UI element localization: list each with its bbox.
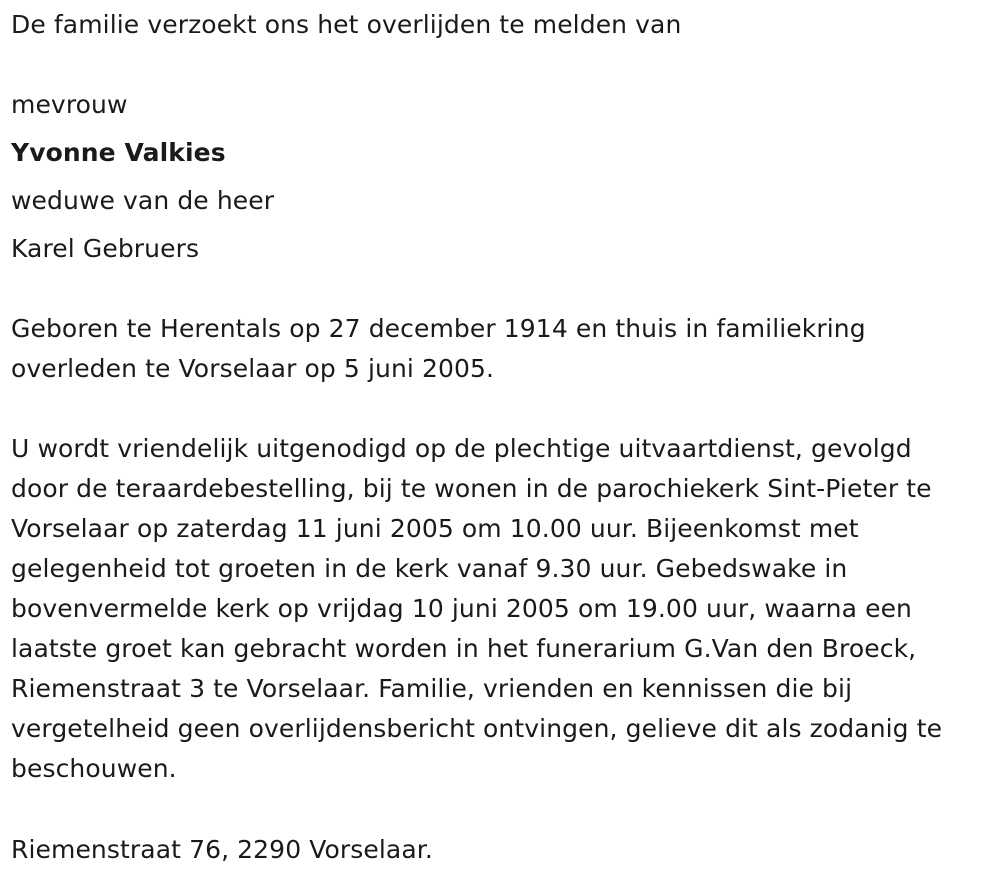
spouse-name: Karel Gebruers [11,234,200,263]
paragraph-line: Vorselaar op zaterdag 11 juni 2005 om 10.00 uur. Bijeenkomst met [11,514,859,543]
paragraph-line: door de teraardebestelling, bij te wonen in de parochiekerk Sint-Pieter te [11,474,932,503]
paragraph-line: Geboren te Herentals op 27 december 1914 en thuis in familiekring [11,314,866,343]
birth-death-paragraph [11,309,996,389]
intro-text: De familie verzoekt ons het overlijden te melden van [11,10,682,39]
paragraph-line: bovenvermelde kerk op vrijdag 10 juni 2005 om 19.00 uur, waarna een [11,594,912,623]
relation-text: weduwe van de heer [11,186,275,215]
honorific: mevrouw [11,90,128,119]
paragraph-line: laatste groet kan gebracht worden in het funerarium G.Van den Broeck, [11,634,917,663]
paragraph-line: gelegenheid tot groeten in de kerk vanaf 9.30 uur. Gebedswake in [11,554,848,583]
paragraph-line: overleden te Vorselaar op 5 juni 2005. [11,354,495,383]
deceased-name: Yvonne Valkies [11,138,226,167]
paragraph-line: Riemenstraat 3 te Vorselaar. Familie, vrienden en kennissen die bij [11,674,853,703]
paragraph-line: beschouwen. [11,754,177,783]
paragraph-line: U wordt vriendelijk uitgenodigd op de plechtige uitvaartdienst, gevolgd [11,434,912,463]
paragraph-line: vergetelheid geen overlijdensbericht ontvingen, gelieve dit als zodanig te [11,714,943,743]
address-text: Riemenstraat 76, 2290 Vorselaar. [11,835,433,864]
invitation-paragraph [11,429,996,789]
